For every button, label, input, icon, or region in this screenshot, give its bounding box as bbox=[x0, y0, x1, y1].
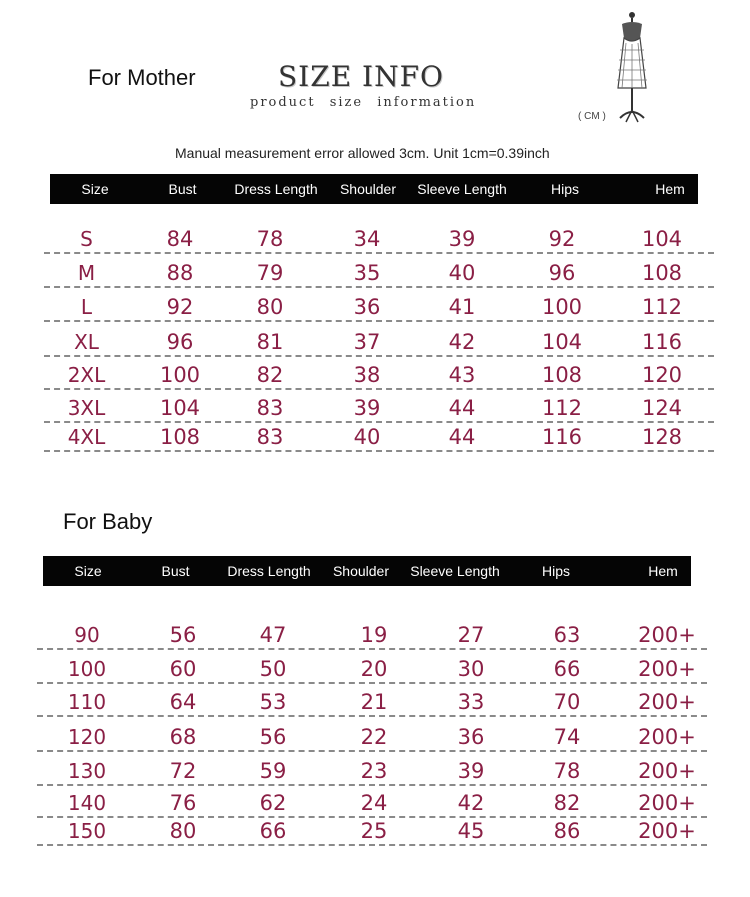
cell-hips: 92 bbox=[548, 227, 576, 251]
cell-bust: 84 bbox=[166, 227, 194, 251]
cell-hem: 200+ bbox=[638, 759, 696, 783]
cell-bust: 96 bbox=[166, 330, 194, 354]
baby-table-row bbox=[37, 722, 707, 752]
cell-size: 3XL bbox=[67, 396, 106, 420]
cell-hips: 108 bbox=[541, 363, 583, 387]
cell-hem: 200+ bbox=[638, 791, 696, 815]
cell-dress-length: 53 bbox=[259, 690, 287, 714]
cell-hem: 200+ bbox=[638, 690, 696, 714]
header-hem: Hem bbox=[655, 181, 685, 197]
baby-table-row bbox=[37, 654, 707, 684]
cell-dress-length: 82 bbox=[256, 363, 284, 387]
mother-table-header bbox=[50, 174, 698, 204]
cell-shoulder: 22 bbox=[360, 725, 388, 749]
cell-size: 100 bbox=[67, 657, 107, 681]
cell-hem: 104 bbox=[641, 227, 683, 251]
cell-dress-length: 62 bbox=[259, 791, 287, 815]
header-hips: Hips bbox=[541, 563, 570, 579]
cell-shoulder: 34 bbox=[353, 227, 381, 251]
cell-hem: 116 bbox=[641, 330, 683, 354]
cell-bust: 72 bbox=[169, 759, 197, 783]
baby-table-row bbox=[37, 788, 707, 818]
cell-dress-length: 83 bbox=[256, 396, 284, 420]
mother-table-row bbox=[44, 327, 714, 357]
header-shoulder: Shoulder bbox=[339, 181, 397, 197]
cell-dress-length: 59 bbox=[259, 759, 287, 783]
cell-shoulder: 37 bbox=[353, 330, 381, 354]
cell-hem: 200+ bbox=[638, 819, 696, 843]
cell-bust: 60 bbox=[169, 657, 197, 681]
cell-hips: 74 bbox=[553, 725, 581, 749]
cell-size: L bbox=[80, 295, 93, 319]
baby-table-row bbox=[37, 816, 707, 846]
cell-sleeve-length: 42 bbox=[457, 791, 485, 815]
cell-sleeve-length: 41 bbox=[448, 295, 476, 319]
cell-sleeve-length: 43 bbox=[448, 363, 476, 387]
cell-bust: 64 bbox=[169, 690, 197, 714]
cell-size: 4XL bbox=[67, 425, 106, 449]
cell-dress-length: 56 bbox=[259, 725, 287, 749]
cell-size: 120 bbox=[67, 725, 107, 749]
cell-hips: 78 bbox=[553, 759, 581, 783]
cell-dress-length: 47 bbox=[259, 623, 287, 647]
cell-dress-length: 80 bbox=[256, 295, 284, 319]
cell-dress-length: 81 bbox=[256, 330, 284, 354]
cell-size: 150 bbox=[67, 819, 107, 843]
baby-table-row bbox=[37, 620, 707, 650]
header-size: Size bbox=[81, 181, 109, 197]
cell-bust: 56 bbox=[169, 623, 197, 647]
cell-shoulder: 21 bbox=[360, 690, 388, 714]
baby-table-row bbox=[37, 756, 707, 786]
cell-hips: 104 bbox=[541, 330, 583, 354]
cell-shoulder: 20 bbox=[360, 657, 388, 681]
unit-tag: ( CM ) bbox=[578, 111, 606, 122]
cell-shoulder: 38 bbox=[353, 363, 381, 387]
cell-sleeve-length: 39 bbox=[448, 227, 476, 251]
cell-bust: 100 bbox=[159, 363, 201, 387]
cell-size: 110 bbox=[67, 690, 107, 714]
cell-hips: 112 bbox=[541, 396, 583, 420]
cell-shoulder: 39 bbox=[353, 396, 381, 420]
cell-sleeve-length: 44 bbox=[448, 425, 476, 449]
cell-dress-length: 83 bbox=[256, 425, 284, 449]
cell-hem: 108 bbox=[641, 261, 683, 285]
mother-table-row bbox=[44, 258, 714, 288]
header-dress-length: Dress Length bbox=[234, 181, 318, 197]
cell-hips: 70 bbox=[553, 690, 581, 714]
cell-hips: 66 bbox=[553, 657, 581, 681]
header-bust: Bust bbox=[168, 181, 197, 197]
cell-hips: 86 bbox=[553, 819, 581, 843]
cell-dress-length: 79 bbox=[256, 261, 284, 285]
mother-table-row bbox=[44, 393, 714, 423]
mother-table-row bbox=[44, 292, 714, 322]
header-shoulder: Shoulder bbox=[332, 563, 390, 579]
cell-sleeve-length: 36 bbox=[457, 725, 485, 749]
cell-size: 2XL bbox=[67, 363, 106, 387]
cell-shoulder: 23 bbox=[360, 759, 388, 783]
cell-hips: 82 bbox=[553, 791, 581, 815]
header-size: Size bbox=[74, 563, 102, 579]
row-divider bbox=[44, 252, 714, 254]
cell-dress-length: 50 bbox=[259, 657, 287, 681]
mother-table-row bbox=[44, 224, 714, 254]
cell-bust: 92 bbox=[166, 295, 194, 319]
row-divider bbox=[37, 682, 707, 684]
cell-bust: 68 bbox=[169, 725, 197, 749]
baby-section-title: For Baby bbox=[63, 509, 153, 534]
header-hips: Hips bbox=[550, 181, 579, 197]
cell-hips: 63 bbox=[553, 623, 581, 647]
cell-hips: 96 bbox=[548, 261, 576, 285]
dress-form-icon bbox=[606, 10, 658, 125]
cell-size: 90 bbox=[74, 623, 100, 647]
row-divider bbox=[37, 844, 707, 846]
cell-sleeve-length: 44 bbox=[448, 396, 476, 420]
cell-size: 130 bbox=[67, 759, 107, 783]
baby-table-row bbox=[37, 687, 707, 717]
header-hem: Hem bbox=[648, 563, 678, 579]
cell-hips: 100 bbox=[541, 295, 583, 319]
row-divider bbox=[37, 715, 707, 717]
cell-hem: 200+ bbox=[638, 657, 696, 681]
row-divider bbox=[44, 320, 714, 322]
cell-sleeve-length: 42 bbox=[448, 330, 476, 354]
row-divider bbox=[44, 450, 714, 452]
cell-sleeve-length: 27 bbox=[457, 623, 485, 647]
cell-bust: 108 bbox=[159, 425, 201, 449]
cell-shoulder: 24 bbox=[360, 791, 388, 815]
cell-hem: 120 bbox=[641, 363, 683, 387]
mother-section-title: For Mother bbox=[88, 65, 196, 90]
cell-hem: 200+ bbox=[638, 623, 696, 647]
cell-hem: 128 bbox=[641, 425, 683, 449]
cell-shoulder: 35 bbox=[353, 261, 381, 285]
cell-sleeve-length: 39 bbox=[457, 759, 485, 783]
mother-table-row bbox=[44, 422, 714, 452]
cell-dress-length: 78 bbox=[256, 227, 284, 251]
row-divider bbox=[37, 648, 707, 650]
row-divider bbox=[37, 784, 707, 786]
cell-size: S bbox=[80, 227, 93, 251]
cell-shoulder: 19 bbox=[360, 623, 388, 647]
cell-hips: 116 bbox=[541, 425, 583, 449]
cell-sleeve-length: 40 bbox=[448, 261, 476, 285]
cell-hem: 200+ bbox=[638, 725, 696, 749]
cell-bust: 88 bbox=[166, 261, 194, 285]
cell-bust: 80 bbox=[169, 819, 197, 843]
header-bust: Bust bbox=[161, 563, 190, 579]
header-dress-length: Dress Length bbox=[227, 563, 311, 579]
measurement-note: Manual measurement error allowed 3cm. Unit 1cm=0.39inch bbox=[175, 145, 550, 161]
row-divider bbox=[44, 388, 714, 390]
size-info-logo-title: SIZE INFO bbox=[278, 60, 444, 93]
baby-table-header bbox=[43, 556, 691, 586]
cell-size: XL bbox=[74, 330, 99, 354]
cell-sleeve-length: 30 bbox=[457, 657, 485, 681]
cell-bust: 104 bbox=[159, 396, 201, 420]
header-sleeve-length: Sleeve Length bbox=[417, 181, 507, 197]
cell-hem: 112 bbox=[641, 295, 683, 319]
cell-sleeve-length: 33 bbox=[457, 690, 485, 714]
cell-bust: 76 bbox=[169, 791, 197, 815]
mother-table-row bbox=[44, 360, 714, 390]
header-sleeve-length: Sleeve Length bbox=[410, 563, 500, 579]
row-divider bbox=[44, 286, 714, 288]
cell-shoulder: 40 bbox=[353, 425, 381, 449]
cell-size: 140 bbox=[67, 791, 107, 815]
cell-shoulder: 36 bbox=[353, 295, 381, 319]
cell-size: M bbox=[77, 261, 96, 285]
row-divider bbox=[44, 355, 714, 357]
size-info-logo-subtitle: product size information bbox=[250, 95, 477, 110]
row-divider bbox=[37, 750, 707, 752]
cell-hem: 124 bbox=[641, 396, 683, 420]
cell-sleeve-length: 45 bbox=[457, 819, 485, 843]
cell-shoulder: 25 bbox=[360, 819, 388, 843]
cell-dress-length: 66 bbox=[259, 819, 287, 843]
